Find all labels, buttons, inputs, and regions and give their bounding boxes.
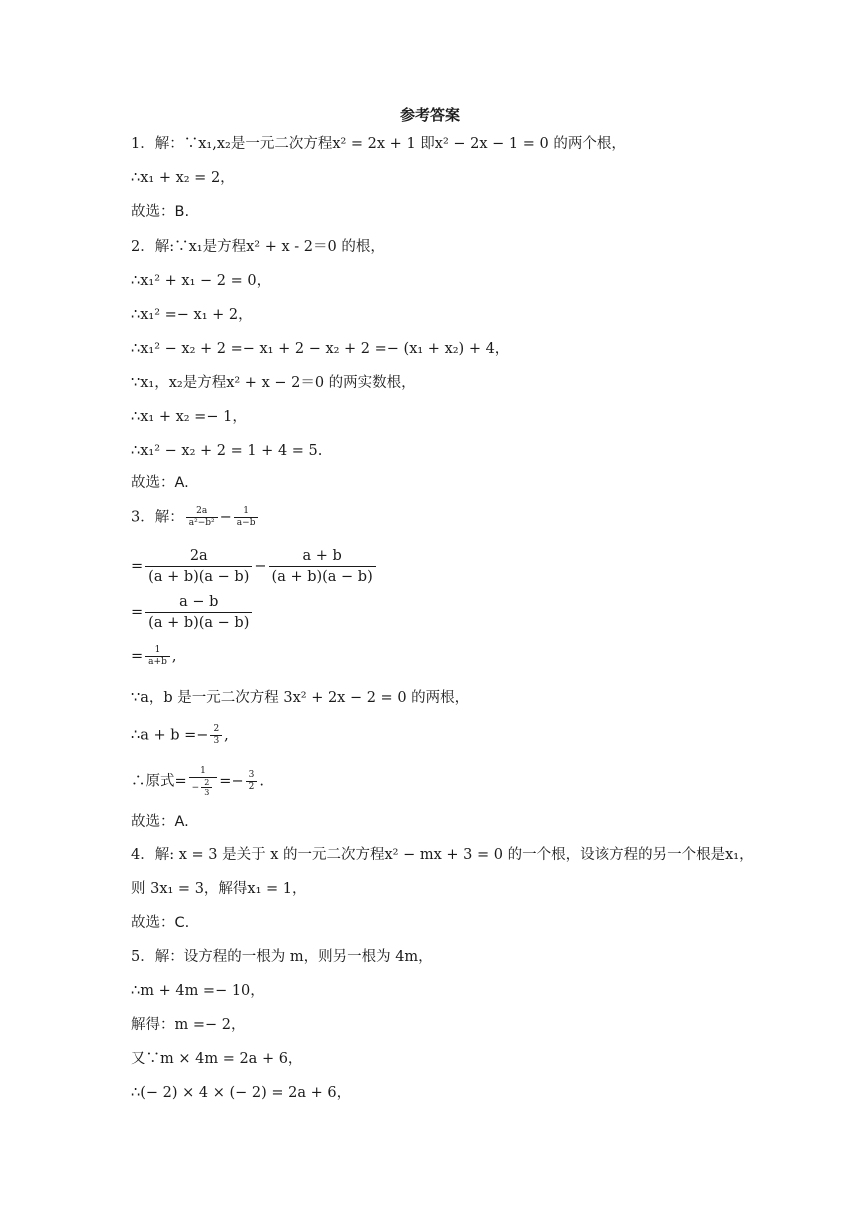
q3-sum: ∴a + b =− $\frac{2}{3}$ ,	[131, 724, 229, 746]
q3-choice: 故选：A.	[131, 814, 189, 830]
q3-line-1: 3．解： $\frac{2a}{\text{a²−b²}}$ − $\frac{1}{a-b}$	[131, 506, 260, 529]
q3-fraction-1: $\frac{2a}{\text{a²−b²}}$	[186, 506, 218, 529]
q3-fraction-4: $\frac{a + b}{(a + b)(a - b)}$	[269, 546, 376, 587]
q3-since: ∵a，b 是一元二次方程 3x² + 2x − 2 = 0 的两根，	[131, 690, 470, 706]
q5-line-4: 又∵m × 4m = 2a + 6，	[131, 1051, 303, 1067]
q3-line-3: = $\frac{a - b}{(a + b)(a - b)}$	[131, 592, 254, 633]
q5-line-5: ∴(− 2) × 4 × (− 2) = 2a + 6，	[131, 1085, 352, 1101]
q2-line-5: ∵x₁，x₂是方程x² + x − 2＝0 的两实数根，	[131, 375, 416, 391]
q1-line-2: ∴x₁ + x₂ = 2，	[131, 170, 235, 186]
q2-line-6: ∴x₁ + x₂ =− 1，	[131, 409, 247, 425]
q2-line-3: ∴x₁² =− x₁ + 2，	[131, 307, 253, 323]
q5-line-1: 5．解：设方程的一根为 m，则另一根为 4m，	[131, 949, 433, 965]
q3-line-2: = $\frac{2a}{(a + b)(a - b)}$ − $\frac{a + b}{(a + b)(a - b)}$	[131, 546, 378, 587]
q3-fraction-2: $\frac{1}{a-b}$	[234, 506, 259, 529]
q3-result-fraction: $\frac{1}{a+b}$	[145, 645, 170, 668]
q3-sum-fraction: $\frac{2}{3}$	[210, 724, 222, 747]
q5-line-2: ∴m + 4m =− 10，	[131, 983, 265, 999]
q3-fraction-3: $\frac{2a}{(a + b)(a - b)}$	[145, 546, 252, 587]
q4-line-2: 则 3x₁ = 3，解得x₁ = 1，	[131, 881, 307, 897]
page-title: 参考答案	[399, 106, 460, 124]
q2-line-7: ∴x₁² − x₂ + 2 = 1 + 4 = 5.	[131, 443, 323, 459]
q4-line-1: 4．解: x = 3 是关于 x 的一元二次方程x² − mx + 3 = 0 的一个根，设该方程的另一个根是x₁，	[131, 847, 754, 863]
q2-line-2: ∴x₁² + x₁ − 2 = 0，	[131, 273, 272, 289]
q3-fraction-5: $\frac{a - b}{(a + b)(a - b)}$	[145, 592, 252, 633]
q3-final-fraction: $\frac{3}{2}$	[246, 770, 258, 793]
q1-line-1: 1．解：∵x₁,x₂是一元二次方程x² = 2x + 1 即x² − 2x − 1 = 0 的两个根，	[131, 136, 626, 152]
q1-choice: 故选：B.	[131, 204, 190, 220]
q2-choice: 故选：A.	[131, 475, 189, 491]
q5-line-3: 解得：m =− 2，	[131, 1017, 246, 1033]
q3-line-4: = $\frac{1}{a+b}$ ,	[131, 645, 177, 667]
q3-lead: 3．解：	[131, 509, 184, 526]
q2-line-4: ∴x₁² − x₂ + 2 =− x₁ + 2 − x₂ + 2 =− (x₁ + x₂) + 4，	[131, 341, 510, 357]
q3-inner-fraction: $\frac{2}{3}$	[201, 778, 212, 797]
q3-complex-fraction: 1 − $\frac{2}{3}$	[189, 766, 218, 797]
q2-line-1: 2．解:∵x₁是方程x² + x - 2＝0 的根，	[131, 239, 385, 255]
q3-original: ∴原式= 1 − $\frac{2}{3}$ =− $\frac{3}{2}$ .	[131, 766, 264, 797]
q4-choice: 故选：C.	[131, 915, 190, 931]
